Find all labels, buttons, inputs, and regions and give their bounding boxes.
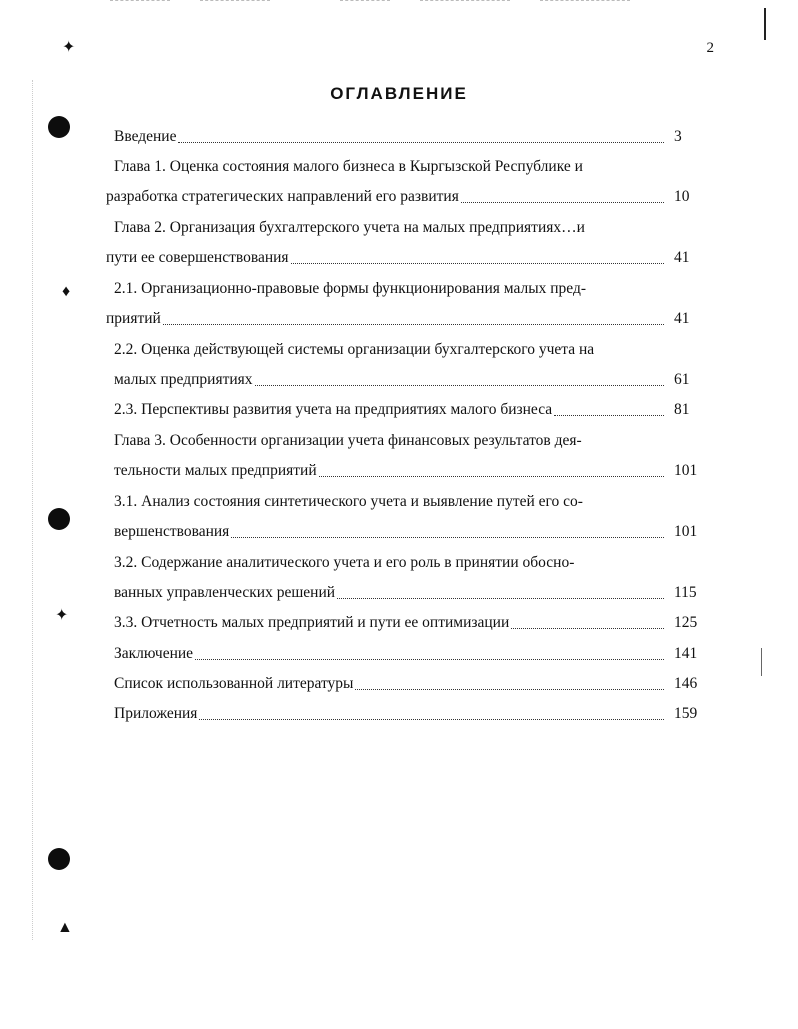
toc-entry-page: 101 [674,462,698,479]
toc-entry[interactable] [106,399,710,421]
toc-entry[interactable] [106,430,710,452]
toc-entry-text: Глава 2. Организация бухгалтерского учета на малых предприятиях…и [114,219,585,236]
page-number: 2 [706,40,714,56]
toc-entry-text: пути ее совершенствования [106,249,289,266]
toc-entry-text: вершенствования [114,523,230,540]
toc-entry-page: 10 [674,188,690,205]
toc-entry-page: 125 [674,614,698,631]
toc-entry[interactable] [106,369,710,391]
toc-entry-page: 41 [674,310,690,327]
scan-margin-rule [32,80,34,940]
scan-edge-mark [340,0,390,3]
toc-leader [319,462,664,477]
toc-entry-page: 159 [674,705,698,722]
scan-edge-mark [761,648,762,676]
toc-leader [255,371,664,386]
toc-entry-text: тельности малых предприятий [114,462,317,479]
binder-mark-icon: ✦ [62,39,76,56]
toc-entry-text: малых предприятиях [114,371,253,388]
scan-edge-mark [540,0,630,3]
toc-leader [199,705,664,720]
toc-entry[interactable] [106,217,710,239]
toc-leader [511,614,664,629]
toc-entry-page: 146 [674,675,698,692]
toc-entry-text: Введение [114,128,177,145]
toc-entry-text: 2.2. Оценка действующей системы организации бухгалтерского учета на [114,341,595,358]
toc-leader [554,401,664,416]
toc-entry-text: Заключение [114,645,194,662]
toc-entry-text: 2.1. Организационно-правовые формы функционирования малых пред- [114,280,587,297]
toc-entry-page: 61 [674,371,690,388]
page-title: ОГЛАВЛЕНИЕ [330,84,468,103]
toc-entry-text: 3.3. Отчетность малых предприятий и пути ее оптимизации [114,614,510,631]
toc-entry[interactable] [106,156,710,178]
toc-leader [291,249,664,264]
punch-hole-icon [48,116,70,138]
scan-edge-mark [764,8,766,40]
toc-entry[interactable] [106,460,710,482]
toc-entry[interactable] [106,491,710,513]
toc-leader [195,645,664,660]
toc-entry-text: 3.2. Содержание аналитического учета и его роль в принятии обосно- [114,554,575,571]
toc-leader [163,310,664,325]
toc-entry-text: Глава 3. Особенности организации учета финансовых результатов дея- [114,432,582,449]
toc-entry[interactable] [106,703,710,725]
scan-edge-mark [200,0,270,3]
toc-entry-page: 3 [674,128,682,145]
punch-hole-icon [48,508,70,530]
toc-entry-text: Глава 1. Оценка состояния малого бизнеса в Кыргызской Республике и [114,158,583,175]
toc-entry-text: 3.1. Анализ состояния синтетического учета и выявление путей его со- [114,493,583,510]
toc-entry-page: 115 [674,584,697,601]
scan-edge-mark [110,0,170,3]
toc-entry-text: Список использованной литературы [114,675,354,692]
toc-leader [337,584,664,599]
binder-mark-icon: ✦ [55,607,69,624]
toc-leader [355,675,664,690]
toc-entry[interactable] [106,673,710,695]
toc-entry[interactable] [106,552,710,574]
binder-mark-icon: ♦ [62,283,71,300]
toc-leader [178,128,664,143]
toc-entry[interactable] [106,186,710,208]
toc-entry-text: ванных управленческих решений [114,584,336,601]
toc-entry[interactable] [106,612,710,634]
toc-entry-text: приятий [106,310,161,327]
toc-entry[interactable] [106,247,710,269]
toc-entry[interactable] [106,643,710,665]
toc-entry-text: разработка стратегических направлений его развития [106,188,459,205]
toc-entry-page: 101 [674,523,698,540]
toc-entry-page: 41 [674,249,690,266]
toc-entry[interactable] [106,582,710,604]
toc-entry-page: 81 [674,401,690,418]
toc-leader [231,523,664,538]
binder-mark-icon: ▲ [57,919,73,936]
toc-entry-text: Приложения [114,705,198,722]
toc-entry[interactable] [106,308,710,330]
toc-entry[interactable] [106,278,710,300]
toc-entry-text: 2.3. Перспективы развития учета на предприятиях малого бизнеса [114,401,553,418]
toc-entry[interactable] [106,339,710,361]
toc-entry[interactable] [106,126,710,148]
toc-entry[interactable] [106,521,710,543]
punch-hole-icon [48,848,70,870]
scan-edge-mark [420,0,510,3]
toc-entry-page: 141 [674,645,698,662]
toc-leader [461,188,664,203]
